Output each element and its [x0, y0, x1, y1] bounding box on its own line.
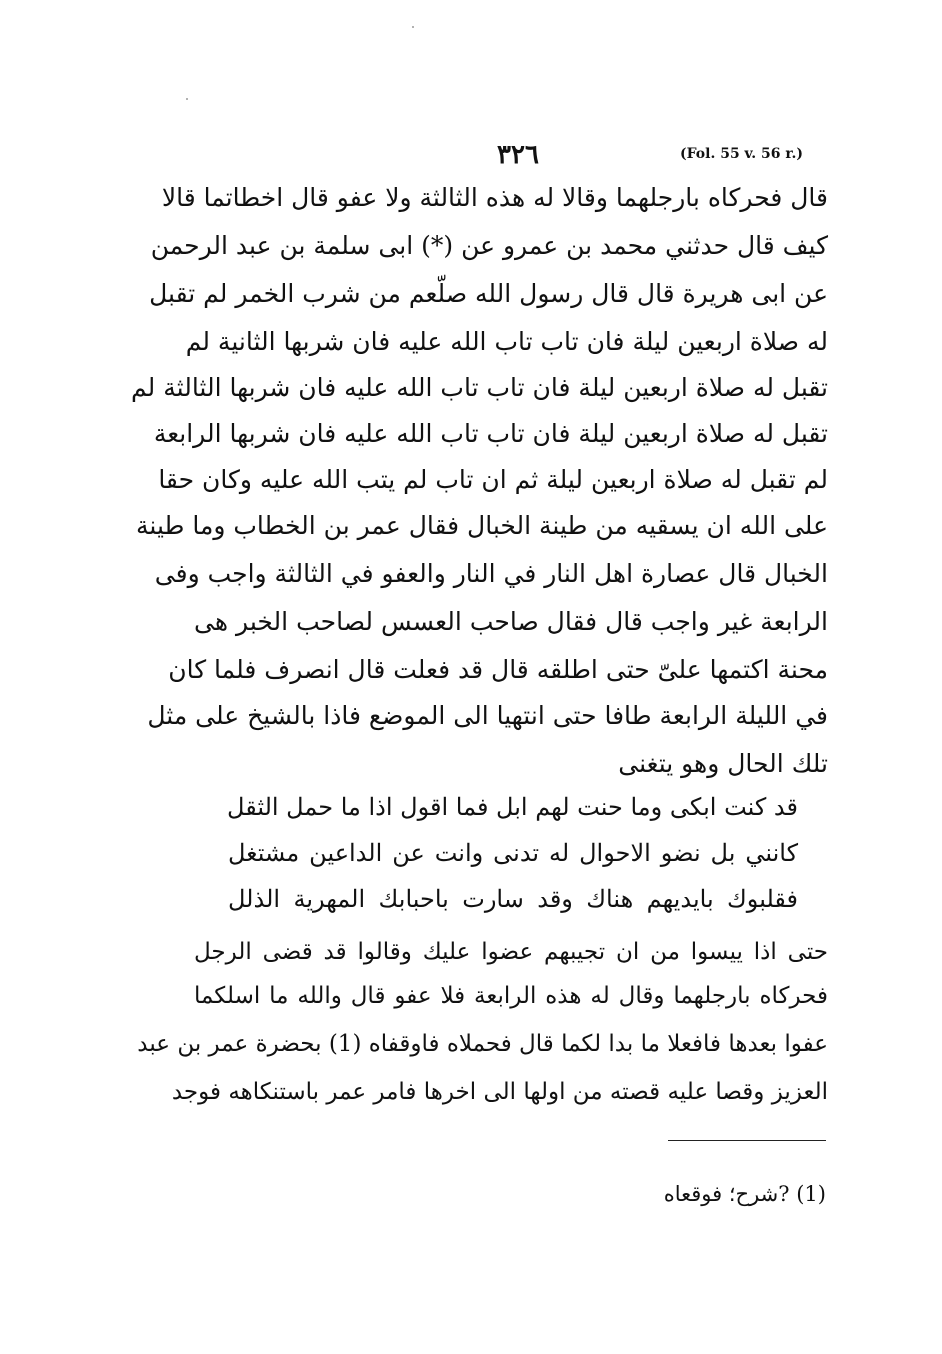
body-line: لم تقبل له صلاة اربعين ليلة ثم ان تاب لم يتب الله عليه وكان حقا: [158, 465, 828, 494]
body-line: حتى اذا ييسوا من ان تجيبهم عضوا عليك وقالوا قد قضى الرجل: [194, 939, 828, 965]
body-line: تلك الحال وهو يتغنى: [618, 749, 828, 778]
body-line: عن ابى هريرة قال قال رسول الله صلّعم من شرب الخمر لم تقبل: [149, 279, 828, 308]
body-line: تقبل له صلاة اربعين ليلة فان تاب تاب الله عليه فان شربها الرابعة: [153, 419, 828, 448]
body-line: فحركاه بارجلهما وقال له هذه الرابعة فلا عفو قال والله ما اسلكما: [194, 983, 828, 1009]
body-line: محنة اكتمها علىّ حتى اطلقه قال قد فعلت قال انصرف فلما كان: [168, 655, 828, 684]
body-line: الرابعة غير واجب قال فقال صاحب العسس لصاحب الخبر هى: [194, 607, 828, 636]
body-line: كيف قال حدثني محمد بن عمرو عن (*) ابى سلمة بن عبد الرحمن: [150, 231, 828, 260]
body-line: الخبال قال عصارة اهل النار في النار والعفو في الثالثة واجب وفى: [154, 559, 828, 588]
folio-reference: (Fol. 55 v. 56 r.): [680, 146, 803, 162]
page-number: ٣٢٦: [497, 140, 539, 170]
body-line: له صلاة اربعين ليلة فان تاب تاب الله عليه فان شربها الثانية لم: [185, 327, 828, 356]
scan-speck: [412, 26, 414, 28]
verse-line: كانني بل نضو الاحوال له تدنى وانت عن الداعين مشتغل: [228, 839, 798, 867]
verse-line: قد كنت ابكى وما حنت لهم ابل فما اقول اذا ما حمل الثقل: [227, 793, 798, 821]
body-line: العزيز وقصا عليه قصته من اولها الى اخرها فامر عمر باستنكاهه فوجد: [171, 1079, 828, 1105]
scan-speck: [186, 98, 188, 100]
body-line: على الله ان يسقيه من طينة الخبال فقال عمر بن الخطاب وما طينة: [136, 511, 828, 540]
body-line: عفوا بعدها فافعلا ما بدا لكما قال فحملاه فاوقفاه (1) بحضرة عمر بن عبد: [137, 1031, 828, 1057]
footnote: (1) ?شرح؛ فوقعاه: [663, 1182, 826, 1206]
body-line: تقبل له صلاة اربعين ليلة فان تاب تاب الله عليه فان شربها الثالثة لم: [131, 373, 828, 402]
body-line: قال فحركاه بارجلهما وقالا له هذه الثالثة ولا عفو قال اخطاتما قالا: [161, 183, 828, 212]
footnote-rule: [668, 1140, 826, 1141]
body-line: في الليلة الرابعة طافا حتى انتهيا الى الموضع فاذا بالشيخ على مثل: [147, 701, 828, 730]
verse-line: فقلبوك بايديهم هناك وقد سارت باحبابك المهرية الذلل: [228, 885, 798, 913]
